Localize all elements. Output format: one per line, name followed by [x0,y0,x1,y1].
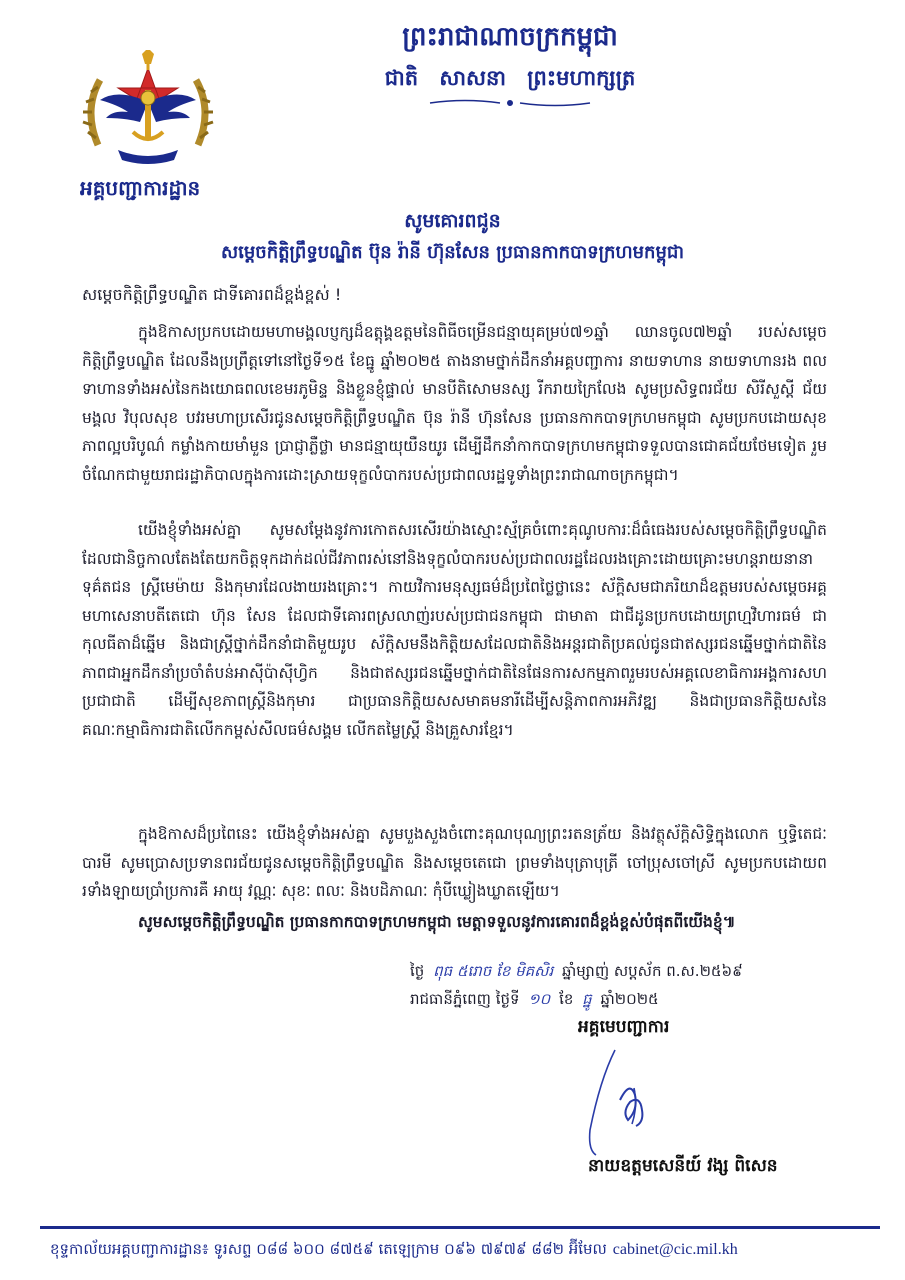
lunar-date-prefix: ថ្ងៃ [410,962,425,980]
solar-date-year: ឆ្នាំ២០២៥ [600,990,659,1008]
paragraph-2: យើងខ្ញុំទាំងអស់គ្នា សូមសម្តែងនូវការកោតសរសើរយ៉ាងស្មោះស្ម័គ្រចំពោះគុណូបការៈដ៏ធំធេងរបស់សម្តេចកិត្តិព្រឹទ្ធបណ្ឌិត ដែលជានិច្ចកាលតែងតែយកចិត្តទុកដាក់ដល់ជីវភាពរស់នៅនិងទុក្ខលំបាករបស់ប្រជាពលរដ្ឋដែលរងគ្រោះដោយគ្រោះមហន្តរាយនានា ទុគ៌តជន ស្ត្រីមេម៉ាយ និងកុមារដែលងាយរងគ្រោះ។ កាយវិការមនុស្សធម៌ដ៏ប្រពៃថ្លៃថ្លានេះ ស័ក្តិសមជាភរិយាដ៏ឧត្តមរបស់សម្តេចអគ្គមហាសេនាបតីតេជោ ហ៊ុន សែន ដែលជាទីគោរពស្រលាញ់របស់ប្រជាជនកម្ពុជា ជាមាតា ជាជីដូនប្រកបដោយព្រហ្មវិហារធម៌ ជាកុលធីតាដ៏ឆ្នើម និងជាស្ត្រីថ្នាក់ដឹកនាំជាតិមួយរូប ស័ក្តិសមនឹងកិត្តិយសដែលជាតិនិងអន្តរជាតិប្រគល់ជូនជាឥស្សរជនឆ្នើមថ្នាក់ជាតិនៃភាពជាអ្នកដឹកនាំប្រចាំតំបន់អាស៊ីប៉ាស៊ីហ្វិក និងជាឥស្សរជនឆ្នើមថ្នាក់ជាតិនៃផែនការសកម្មភាពរួមរបស់អគ្គលេខាធិការអង្គការសហប្រជាជាតិ ដើម្បីសុខភាពស្ត្រីនិងកុមារ ជាប្រធានកិត្តិយសសមាគមនារីដើម្បីសន្តិភាពការអភិវឌ្ឍ និងជាប្រធានកិត្តិយសនៃគណៈកម្មាធិការជាតិលើកកម្ពស់សីលធម៌សង្គម លើកតម្លៃស្ត្រី និងគ្រួសារខ្មែរ។ [82,521,827,739]
lunar-date-handwritten: ពុធ ៥រោច ខែ មិគសិរ [433,962,554,980]
armed-forces-emblem-icon [78,50,218,170]
salutation-line: សម្តេចកិត្តិព្រឹទ្ធបណ្ឌិត ជាទីគោរពដ៏ខ្ពង់ខ្ពស់ ! [82,285,342,304]
kingdom-title: ព្រះរាជាណាចក្រកម្ពុជា [402,22,618,52]
footer-email[interactable]: cabinet@cic.mil.kh [612,1241,738,1258]
lunar-date-line [410,962,850,984]
greeting-heading: សូមគោរពជូន [404,210,501,232]
organization-name: អគ្គបញ្ជាការដ្ឋាន [80,176,201,200]
paragraph-3: ក្នុងឱកាសដ៏ប្រពៃនេះ យើងខ្ញុំទាំងអស់គ្នា សូមបួងសួងចំពោះគុណបុណ្យព្រះរតនត្រ័យ និងវត្ថុស័ក្តិសិទ្ធិក្នុងលោក ឬទ្ធិតេជៈបារមី សូមប្រោសប្រទានពរជ័យជូនសម្តេចកិត្តិព្រឹទ្ធបណ្ឌិត និងសម្តេចតេជោ ព្រមទាំងបុត្រាបុត្រី ចៅប្រុសចៅស្រី សូមប្រកបដោយពរទាំងឡាយប្រាំប្រការគឺ អាយុ វណ្ណៈ សុខៈ ពលៈ និងបដិភាណៈ កុំបីឃ្លៀងឃ្លាតឡើយ។ [82,825,827,900]
national-motto: ជាតិ សាសនា ព្រះមហាក្សត្រ [384,66,636,90]
handwritten-signature-icon [560,1040,700,1160]
footer-divider [40,1226,880,1229]
solar-date-month: ធ្នូ [582,990,592,1008]
signatory-name: នាយឧត្តមសេនីយ៍ វង្ស ពិសេន [588,1156,778,1176]
footer-contact [50,1240,880,1262]
paragraph-1: ក្នុងឱកាសប្រកបដោយមហាមង្គលប្ញក្សដ៏ឧត្តុង្គឧត្តមនៃពិធីចម្រើនជន្មាយុគម្រប់៧១ឆ្នាំ ឈានចូល៧២ឆ្នាំ របស់សម្តេចកិត្តិព្រឹទ្ធបណ្ឌិត ដែលនឹងប្រព្រឹត្តទៅនៅថ្ងៃទី១៥ ខែធ្នូ ឆ្នាំ២០២៥ តាងនាមថ្នាក់ដឹកនាំអគ្គបញ្ជាការ នាយទាហាន នាយទាហានរង ពលទាហានទាំងអស់នៃកងយោធពលខេមរភូមិន្ទ និងខ្លួនខ្ញុំផ្ទាល់ មានបីតិសោមនស្ស រីករាយក្រៃលែង សូមប្រសិទ្ធពរជ័យ សិរីសួស្តី ជ័យមង្គល វិបុលសុខ បវរមហាប្រសើរជូនសម្តេចកិត្តិព្រឹទ្ធបណ្ឌិត ប៊ុន រ៉ានី ហ៊ុនសែន ប្រធានកាកបាទក្រហមកម្ពុជា សូមប្រកបដោយសុខភាពល្អបរិបូណ៌ កម្លាំងកាយមាំមួន ប្រាជ្ញាភ្លឺថ្លា មានជន្មាយុយឺនយូរ ដើម្បីដឹកនាំកាកបាទក្រហមកម្ពុជាទទួលបានជោគជ័យថែមទៀត រួមចំណែកជាមួយរាជរដ្ឋាភិបាលក្នុងការដោះស្រាយទុក្ខលំបាករបស់ប្រជាពលរដ្ឋទូទាំងព្រះរាជាណាចក្រកម្ពុជា។ [82,323,827,484]
motto-ornament-icon [420,96,600,110]
solar-date-day: ១០ [528,990,551,1008]
paragraph-4: សូមសម្តេចកិត្តិព្រឹទ្ធបណ្ឌិត ប្រធានកាកបាទក្រហមកម្ពុជា មេត្តាទទួលនូវការគោរពដ៏ខ្ពង់ខ្ពស់បំផុតពីយើងខ្ញុំ៕ [138,913,736,931]
solar-date-line [410,990,850,1012]
footer-office-phone: ខុទ្ទកាល័យអគ្គបញ្ជាការដ្ឋាន៖ ទូរសព្ទ ០៨៨ ៦០០ ៨៧៥៩ តេឡេក្រាម ០៩៦ ៧៩៧៩ ៨៨២ អ៊ីមែល [50,1240,607,1258]
solar-date-prefix: រាជធានីភ្នំពេញ ថ្ងៃទី [410,990,520,1008]
solar-date-month-label: ខែ [559,990,574,1008]
signatory-title: អគ្គមេបញ្ជាការ [578,1017,670,1037]
lunar-date-suffix: ឆ្នាំម្សាញ់ សប្តស័ក ព.ស.២៥៦៩ [562,962,743,980]
recipient-heading: សម្តេចកិត្តិព្រឹទ្ធបណ្ឌិត ប៊ុន រ៉ានី ហ៊ុនសែន ប្រធានកាកបាទក្រហមកម្ពុជា [220,242,685,263]
